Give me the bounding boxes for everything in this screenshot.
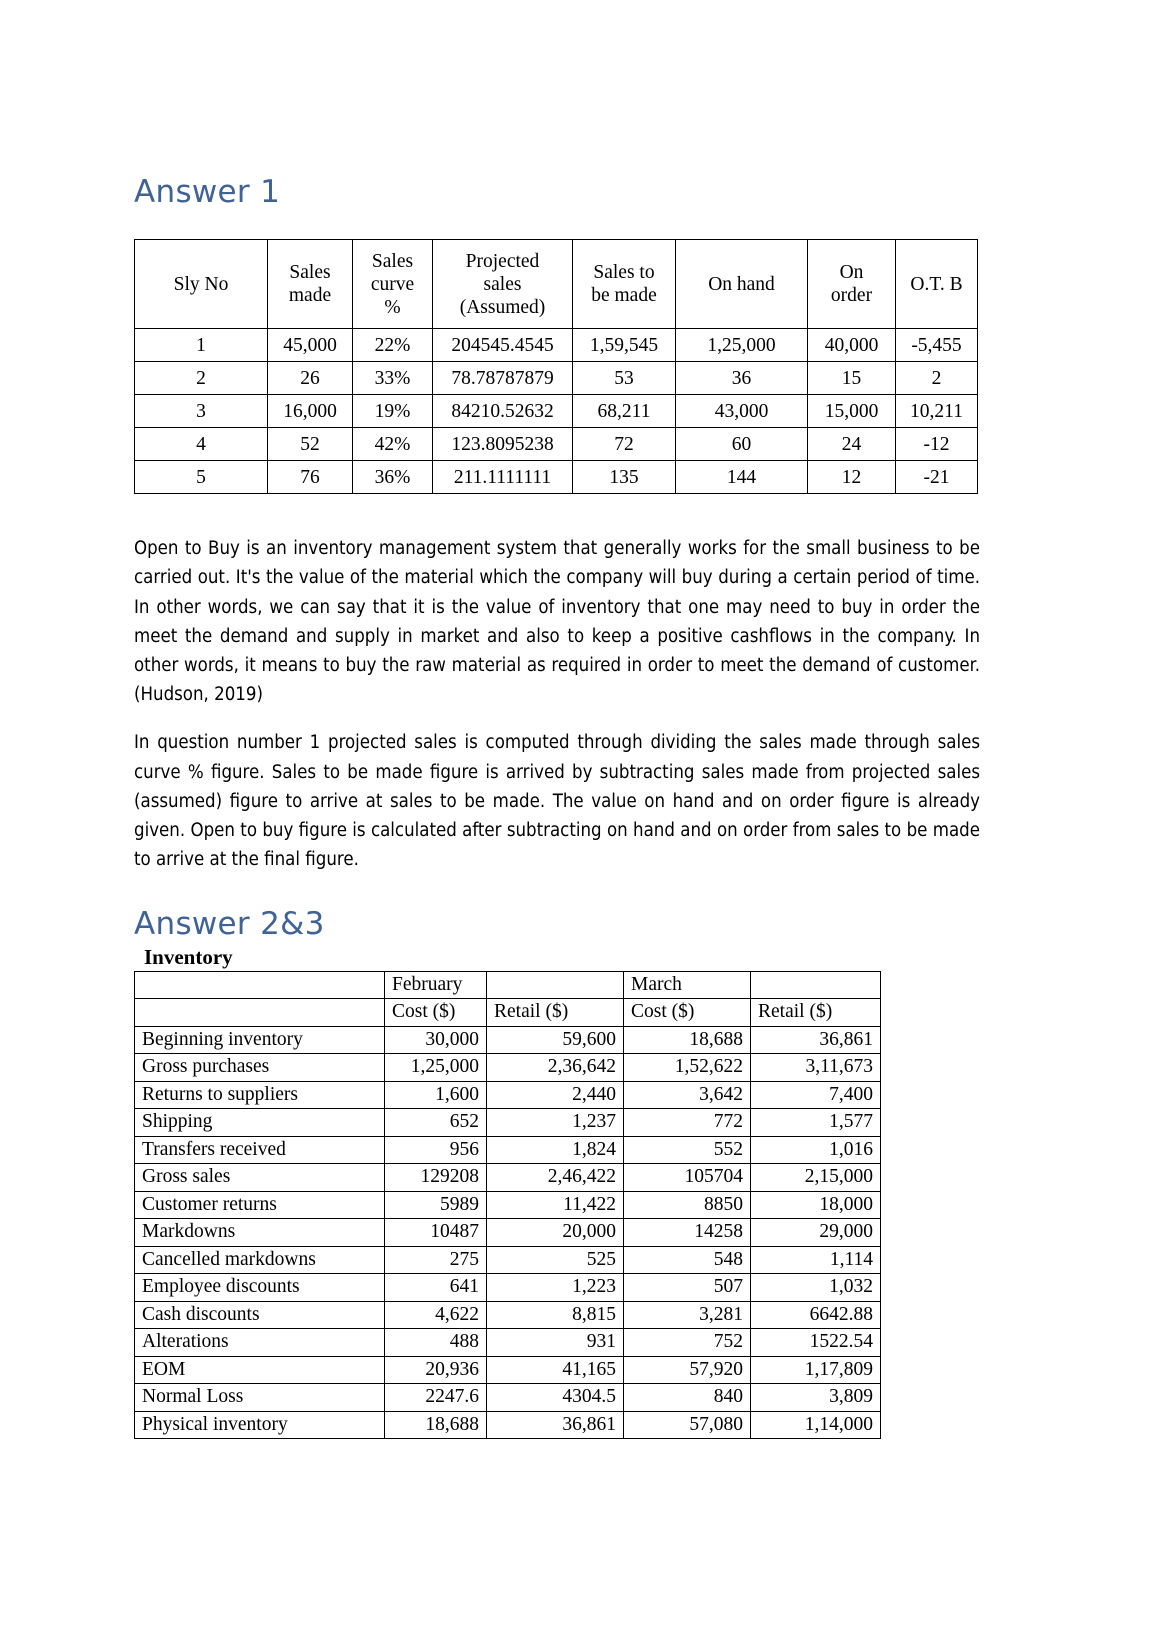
cell-feb-retail: 1,237 bbox=[487, 1109, 624, 1137]
month-header-blank bbox=[135, 971, 385, 999]
cell-feb-cost: 5989 bbox=[385, 1191, 487, 1219]
header-line: sales bbox=[483, 273, 522, 295]
header-line: Projected bbox=[465, 250, 540, 272]
column-header-sales-made bbox=[268, 240, 353, 329]
cell-feb-cost: 1,600 bbox=[385, 1081, 487, 1109]
cell-mar-cost: 57,920 bbox=[624, 1356, 751, 1384]
paragraph-calculation-explanation: In question number 1 projected sales is computed through dividing the sales made through sales curve % figure. Sales to be made figure is arrived by subtracting sales made from projected sales (assumed) figure to arrive at sales to be made. The value on hand and on order figure is already given. Open to buy figure is calculated after subtracting on hand and on order from sales to be made to arrive at the final figure. bbox=[134, 732, 980, 871]
table-row bbox=[135, 1054, 881, 1082]
cell-feb-retail: 8,815 bbox=[487, 1301, 624, 1329]
row-label: Cash discounts bbox=[135, 1301, 385, 1329]
table-row bbox=[135, 1219, 881, 1247]
cell-sales-to-be-made: 135 bbox=[573, 461, 676, 494]
cell-mar-retail: 1,17,809 bbox=[751, 1356, 881, 1384]
cell-on-order: 12 bbox=[808, 461, 896, 494]
table-row bbox=[135, 1329, 881, 1357]
cell-feb-retail: 2,46,422 bbox=[487, 1164, 624, 1192]
cell-mar-cost: 3,281 bbox=[624, 1301, 751, 1329]
cell-mar-retail: 7,400 bbox=[751, 1081, 881, 1109]
column-header-sales-curve-pct bbox=[353, 240, 433, 329]
row-label: Alterations bbox=[135, 1329, 385, 1357]
page-title-answer-1: Answer 1 bbox=[134, 174, 281, 210]
cell-mar-cost: 840 bbox=[624, 1384, 751, 1412]
cell-mar-retail: 36,861 bbox=[751, 1026, 881, 1054]
cell-mar-retail: 1,016 bbox=[751, 1136, 881, 1164]
header-line: be made bbox=[591, 285, 657, 307]
table-row bbox=[135, 1411, 881, 1439]
column-header-projected-sales bbox=[433, 240, 573, 329]
cell-sales-curve: 36% bbox=[353, 461, 433, 494]
header-line: Sales bbox=[371, 250, 414, 272]
cell-on-hand: 43,000 bbox=[676, 395, 808, 428]
cell-feb-cost: 4,622 bbox=[385, 1301, 487, 1329]
cell-feb-retail: 20,000 bbox=[487, 1219, 624, 1247]
cell-mar-retail: 3,11,673 bbox=[751, 1054, 881, 1082]
cell-sales-made: 45,000 bbox=[268, 329, 353, 362]
cell-feb-cost: 275 bbox=[385, 1246, 487, 1274]
table-header-row bbox=[135, 240, 978, 329]
cell-sales-made: 26 bbox=[268, 362, 353, 395]
cell-feb-retail: 41,165 bbox=[487, 1356, 624, 1384]
cell-on-order: 15 bbox=[808, 362, 896, 395]
cell-otb: -12 bbox=[896, 428, 978, 461]
cell-on-hand: 1,25,000 bbox=[676, 329, 808, 362]
cell-sales-to-be-made: 1,59,545 bbox=[573, 329, 676, 362]
table-header-row-months bbox=[135, 971, 881, 999]
cell-on-order: 40,000 bbox=[808, 329, 896, 362]
table-row bbox=[135, 1136, 881, 1164]
column-header-mar-cost: Cost ($) bbox=[624, 999, 751, 1027]
cell-feb-cost: 1,25,000 bbox=[385, 1054, 487, 1082]
row-label: EOM bbox=[135, 1356, 385, 1384]
cell-mar-retail: 1,577 bbox=[751, 1109, 881, 1137]
cell-feb-cost: 20,936 bbox=[385, 1356, 487, 1384]
table-row bbox=[135, 1356, 881, 1384]
cell-otb: -5,455 bbox=[896, 329, 978, 362]
month-header-february: February bbox=[385, 971, 487, 999]
header-line: % bbox=[384, 296, 401, 318]
cell-on-order: 15,000 bbox=[808, 395, 896, 428]
cell-mar-cost: 507 bbox=[624, 1274, 751, 1302]
column-header-feb-retail: Retail ($) bbox=[487, 999, 624, 1027]
month-header-blank-3 bbox=[751, 971, 881, 999]
cell-mar-cost: 105704 bbox=[624, 1164, 751, 1192]
cell-sales-curve: 42% bbox=[353, 428, 433, 461]
table-row bbox=[135, 1026, 881, 1054]
column-header-sly-no bbox=[135, 240, 268, 329]
cell-sales-curve: 19% bbox=[353, 395, 433, 428]
cell-on-hand: 144 bbox=[676, 461, 808, 494]
header-line: Sly No bbox=[173, 273, 229, 295]
cell-sales-to-be-made: 72 bbox=[573, 428, 676, 461]
cell-mar-retail: 1,114 bbox=[751, 1246, 881, 1274]
page-content bbox=[134, 0, 980, 1439]
column-header-otb bbox=[896, 240, 978, 329]
cell-mar-retail: 2,15,000 bbox=[751, 1164, 881, 1192]
cell-projected-sales: 84210.52632 bbox=[433, 395, 573, 428]
cell-sales-made: 16,000 bbox=[268, 395, 353, 428]
cell-feb-retail: 931 bbox=[487, 1329, 624, 1357]
inventory-table-caption: Inventory bbox=[144, 944, 233, 969]
column-header-on-order bbox=[808, 240, 896, 329]
header-line: O.T. B bbox=[910, 273, 963, 295]
cell-feb-retail: 2,36,642 bbox=[487, 1054, 624, 1082]
cell-mar-retail: 1522.54 bbox=[751, 1329, 881, 1357]
table-row bbox=[135, 1246, 881, 1274]
cell-mar-retail: 6642.88 bbox=[751, 1301, 881, 1329]
row-label: Markdowns bbox=[135, 1219, 385, 1247]
table-row bbox=[135, 1301, 881, 1329]
cell-feb-cost: 488 bbox=[385, 1329, 487, 1357]
column-header-on-hand bbox=[676, 240, 808, 329]
cell-on-order: 24 bbox=[808, 428, 896, 461]
open-to-buy-table bbox=[134, 239, 978, 494]
cell-sly-no: 1 bbox=[135, 329, 268, 362]
cell-feb-retail: 525 bbox=[487, 1246, 624, 1274]
page-title-answer-2-3: Answer 2&3 bbox=[134, 905, 325, 942]
row-label: Transfers received bbox=[135, 1136, 385, 1164]
table-row bbox=[135, 1081, 881, 1109]
column-header-mar-retail: Retail ($) bbox=[751, 999, 881, 1027]
cell-on-hand: 36 bbox=[676, 362, 808, 395]
cell-feb-cost: 30,000 bbox=[385, 1026, 487, 1054]
table-row bbox=[135, 461, 978, 494]
cell-feb-cost: 18,688 bbox=[385, 1411, 487, 1439]
cell-mar-cost: 1,52,622 bbox=[624, 1054, 751, 1082]
header-line: order bbox=[830, 285, 873, 307]
header-line: made bbox=[288, 285, 332, 307]
cell-mar-cost: 14258 bbox=[624, 1219, 751, 1247]
cell-sly-no: 2 bbox=[135, 362, 268, 395]
cell-feb-cost: 652 bbox=[385, 1109, 487, 1137]
cell-feb-retail: 11,422 bbox=[487, 1191, 624, 1219]
cell-mar-cost: 57,080 bbox=[624, 1411, 751, 1439]
table-row bbox=[135, 1384, 881, 1412]
cell-mar-cost: 548 bbox=[624, 1246, 751, 1274]
cell-projected-sales: 211.1111111 bbox=[433, 461, 573, 494]
row-label: Normal Loss bbox=[135, 1384, 385, 1412]
cell-mar-cost: 18,688 bbox=[624, 1026, 751, 1054]
cell-sales-curve: 22% bbox=[353, 329, 433, 362]
cell-sly-no: 4 bbox=[135, 428, 268, 461]
cell-projected-sales: 78.78787879 bbox=[433, 362, 573, 395]
cell-feb-retail: 4304.5 bbox=[487, 1384, 624, 1412]
cell-feb-cost: 129208 bbox=[385, 1164, 487, 1192]
cell-sales-to-be-made: 53 bbox=[573, 362, 676, 395]
cell-feb-retail: 2,440 bbox=[487, 1081, 624, 1109]
cell-mar-cost: 8850 bbox=[624, 1191, 751, 1219]
row-label: Customer returns bbox=[135, 1191, 385, 1219]
cell-mar-cost: 3,642 bbox=[624, 1081, 751, 1109]
cell-on-hand: 60 bbox=[676, 428, 808, 461]
cell-sales-made: 52 bbox=[268, 428, 353, 461]
cell-feb-retail: 1,824 bbox=[487, 1136, 624, 1164]
table-row bbox=[135, 362, 978, 395]
cell-sly-no: 3 bbox=[135, 395, 268, 428]
table-header-row-columns bbox=[135, 999, 881, 1027]
cell-feb-cost: 956 bbox=[385, 1136, 487, 1164]
table-row bbox=[135, 329, 978, 362]
row-label: Employee discounts bbox=[135, 1274, 385, 1302]
cell-sly-no: 5 bbox=[135, 461, 268, 494]
header-line: On bbox=[839, 262, 864, 284]
cell-sales-to-be-made: 68,211 bbox=[573, 395, 676, 428]
cell-otb: 10,211 bbox=[896, 395, 978, 428]
cell-feb-cost: 10487 bbox=[385, 1219, 487, 1247]
cell-feb-retail: 59,600 bbox=[487, 1026, 624, 1054]
row-label: Gross sales bbox=[135, 1164, 385, 1192]
header-line: Sales to bbox=[593, 262, 655, 284]
header-line: (Assumed) bbox=[459, 296, 546, 318]
cell-mar-retail: 3,809 bbox=[751, 1384, 881, 1412]
cell-mar-retail: 1,032 bbox=[751, 1274, 881, 1302]
row-label: Cancelled markdowns bbox=[135, 1246, 385, 1274]
row-label: Physical inventory bbox=[135, 1411, 385, 1439]
cell-sales-made: 76 bbox=[268, 461, 353, 494]
table-row bbox=[135, 1274, 881, 1302]
column-header-feb-cost: Cost ($) bbox=[385, 999, 487, 1027]
cell-feb-retail: 36,861 bbox=[487, 1411, 624, 1439]
table-row bbox=[135, 1191, 881, 1219]
cell-sales-curve: 33% bbox=[353, 362, 433, 395]
table-row bbox=[135, 1109, 881, 1137]
header-line: Sales bbox=[289, 262, 331, 284]
cell-otb: -21 bbox=[896, 461, 978, 494]
cell-feb-cost: 641 bbox=[385, 1274, 487, 1302]
paragraph-open-to-buy-definition: Open to Buy is an inventory management system that generally works for the small business to be carried out. It's the value of the material which the company will buy during a certain period of time. In other words, we can say that it is the value of inventory that one may need to buy in order the meet the demand and supply in market and also to keep a positive cashflows in the company. In other words, it means to buy the raw material as required in order to meet the demand of customer. (Hudson, 2019) bbox=[134, 538, 980, 706]
cell-feb-cost: 2247.6 bbox=[385, 1384, 487, 1412]
row-label: Beginning inventory bbox=[135, 1026, 385, 1054]
cell-mar-retail: 18,000 bbox=[751, 1191, 881, 1219]
row-label: Gross purchases bbox=[135, 1054, 385, 1082]
cell-otb: 2 bbox=[896, 362, 978, 395]
cell-mar-cost: 752 bbox=[624, 1329, 751, 1357]
month-header-blank-2 bbox=[487, 971, 624, 999]
cell-feb-retail: 1,223 bbox=[487, 1274, 624, 1302]
cell-mar-cost: 552 bbox=[624, 1136, 751, 1164]
table-row bbox=[135, 428, 978, 461]
table-row bbox=[135, 1164, 881, 1192]
cell-projected-sales: 123.8095238 bbox=[433, 428, 573, 461]
cell-mar-cost: 772 bbox=[624, 1109, 751, 1137]
header-line: On hand bbox=[708, 273, 775, 295]
cell-mar-retail: 1,14,000 bbox=[751, 1411, 881, 1439]
inventory-table bbox=[134, 971, 881, 1440]
cell-mar-retail: 29,000 bbox=[751, 1219, 881, 1247]
row-label: Returns to suppliers bbox=[135, 1081, 385, 1109]
cell-projected-sales: 204545.4545 bbox=[433, 329, 573, 362]
header-line: curve bbox=[370, 273, 415, 295]
row-label: Shipping bbox=[135, 1109, 385, 1137]
table-row bbox=[135, 395, 978, 428]
month-header-march: March bbox=[624, 971, 751, 999]
column-header-sales-to-be-made bbox=[573, 240, 676, 329]
column-header-blank bbox=[135, 999, 385, 1027]
